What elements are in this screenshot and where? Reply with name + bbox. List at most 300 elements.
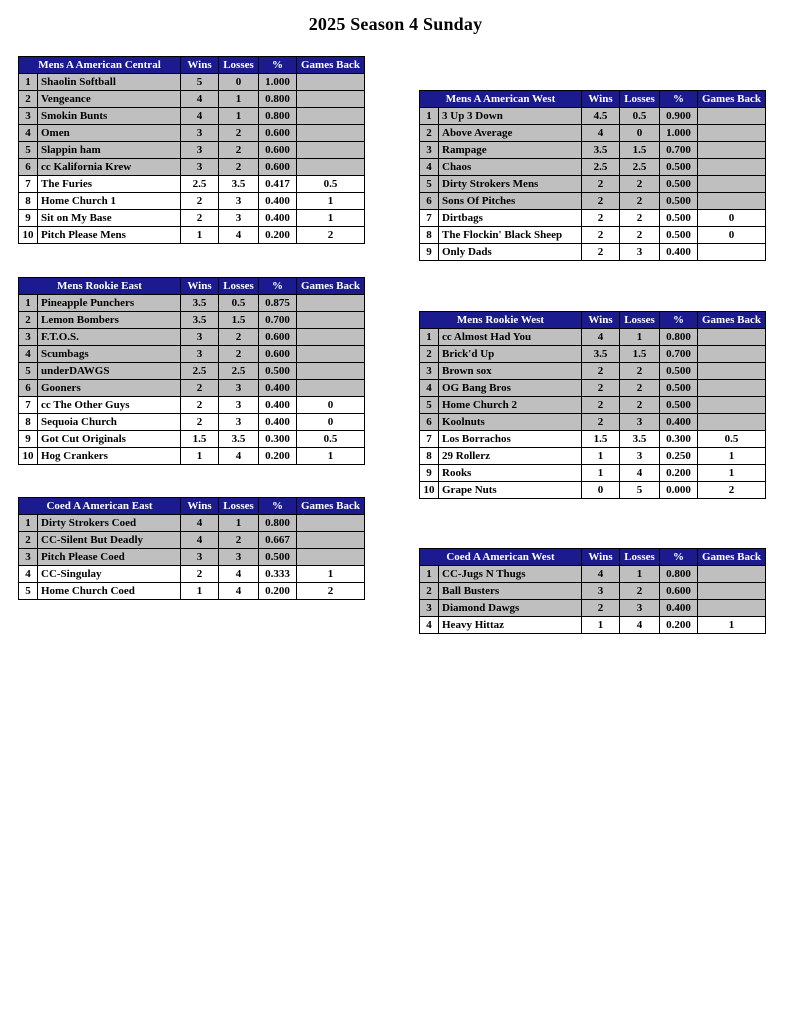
pct-cell: 0.400 (259, 193, 297, 210)
losses-cell: 2 (219, 125, 259, 142)
wins-cell: 4.5 (582, 108, 620, 125)
wins-cell: 2 (582, 193, 620, 210)
pct-cell: 0.400 (660, 600, 698, 617)
losses-cell: 2 (219, 329, 259, 346)
wins-cell: 2 (582, 414, 620, 431)
team-cell: Got Cut Originals (38, 431, 181, 448)
rank-cell: 4 (420, 159, 439, 176)
table-row (420, 159, 766, 176)
gb-cell: 0 (297, 414, 365, 431)
gb-cell (297, 329, 365, 346)
table-title: Coed A American East (19, 498, 181, 515)
losses-cell: 0.5 (620, 108, 660, 125)
rank-cell: 2 (19, 532, 38, 549)
team-cell: Smokin Bunts (38, 108, 181, 125)
pct-cell: 0.800 (660, 566, 698, 583)
team-cell: Gooners (38, 380, 181, 397)
gb-cell (297, 549, 365, 566)
gb-cell (698, 346, 766, 363)
team-cell: Heavy Hittaz (439, 617, 582, 634)
team-cell: Diamond Dawgs (439, 600, 582, 617)
rank-cell: 1 (420, 108, 439, 125)
wins-cell: 1 (582, 465, 620, 482)
team-cell: Lemon Bombers (38, 312, 181, 329)
wins-cell: 2 (582, 600, 620, 617)
pct-cell: 0.400 (259, 414, 297, 431)
pct-cell: 0.900 (660, 108, 698, 125)
rank-cell: 3 (19, 549, 38, 566)
column-header: Wins (181, 278, 219, 295)
pct-cell: 0.500 (660, 193, 698, 210)
pct-cell: 0.500 (660, 380, 698, 397)
table-row (19, 125, 365, 142)
gb-cell (698, 566, 766, 583)
rank-cell: 1 (420, 329, 439, 346)
team-cell: Grape Nuts (439, 482, 582, 499)
pct-cell: 0.700 (660, 142, 698, 159)
team-cell: 3 Up 3 Down (439, 108, 582, 125)
rank-cell: 3 (19, 108, 38, 125)
team-cell: Rooks (439, 465, 582, 482)
table-row (19, 329, 365, 346)
pct-cell: 0.400 (259, 397, 297, 414)
team-cell: Slappin ham (38, 142, 181, 159)
wins-cell: 0 (582, 482, 620, 499)
team-cell: Vengeance (38, 91, 181, 108)
team-cell: underDAWGS (38, 363, 181, 380)
rank-cell: 5 (420, 176, 439, 193)
pct-cell: 1.000 (259, 74, 297, 91)
rank-cell: 7 (420, 431, 439, 448)
standings-table (419, 311, 766, 499)
wins-cell: 5 (181, 74, 219, 91)
gb-cell: 2 (698, 482, 766, 499)
table-title: Coed A American West (420, 549, 582, 566)
wins-cell: 2 (181, 414, 219, 431)
pct-cell: 0.400 (660, 244, 698, 261)
column-header: % (660, 549, 698, 566)
table-row (420, 397, 766, 414)
table-row (420, 583, 766, 600)
wins-cell: 2 (582, 210, 620, 227)
gb-cell (297, 346, 365, 363)
wins-cell: 1 (582, 448, 620, 465)
team-cell: Rampage (439, 142, 582, 159)
team-cell: Pitch Please Coed (38, 549, 181, 566)
pct-cell: 0.200 (259, 583, 297, 600)
column-header: Games Back (698, 312, 766, 329)
wins-cell: 3 (582, 583, 620, 600)
wins-cell: 2 (582, 380, 620, 397)
team-cell: CC-Singulay (38, 566, 181, 583)
gb-cell (698, 380, 766, 397)
column-header: % (259, 498, 297, 515)
gb-cell (698, 414, 766, 431)
table-row (19, 176, 365, 193)
table-row (420, 465, 766, 482)
rank-cell: 5 (19, 583, 38, 600)
losses-cell: 2 (620, 210, 660, 227)
header-row (420, 91, 766, 108)
gb-cell: 1 (297, 193, 365, 210)
table-row (420, 210, 766, 227)
table-row (420, 482, 766, 499)
table-row (420, 108, 766, 125)
table-row (19, 227, 365, 244)
rank-cell: 5 (19, 363, 38, 380)
losses-cell: 4 (620, 617, 660, 634)
team-cell: Sons Of Pitches (439, 193, 582, 210)
rank-cell: 6 (420, 414, 439, 431)
losses-cell: 4 (219, 566, 259, 583)
gb-cell (297, 363, 365, 380)
team-cell: The Flockin' Black Sheep (439, 227, 582, 244)
team-cell: Brick'd Up (439, 346, 582, 363)
pct-cell: 0.200 (259, 227, 297, 244)
table-row (19, 515, 365, 532)
gb-cell: 0 (297, 397, 365, 414)
gb-cell (297, 515, 365, 532)
pct-cell: 0.600 (259, 159, 297, 176)
pct-cell: 0.600 (259, 346, 297, 363)
losses-cell: 4 (620, 465, 660, 482)
team-cell: Hog Crankers (38, 448, 181, 465)
wins-cell: 3.5 (181, 295, 219, 312)
column-header: % (660, 91, 698, 108)
team-cell: Above Average (439, 125, 582, 142)
rank-cell: 2 (420, 125, 439, 142)
rank-cell: 3 (420, 363, 439, 380)
page-title: 2025 Season 4 Sunday (308, 14, 483, 34)
column-header: Wins (582, 549, 620, 566)
table-title: Mens A American Central (19, 57, 181, 74)
team-cell: Home Church 2 (439, 397, 582, 414)
team-cell: Pineapple Punchers (38, 295, 181, 312)
pct-cell: 0.600 (660, 583, 698, 600)
losses-cell: 1.5 (620, 346, 660, 363)
pct-cell: 0.500 (660, 210, 698, 227)
wins-cell: 2.5 (582, 159, 620, 176)
losses-cell: 2 (620, 227, 660, 244)
rank-cell: 7 (420, 210, 439, 227)
column-header: Wins (582, 312, 620, 329)
losses-cell: 2 (219, 532, 259, 549)
column-header: Losses (219, 498, 259, 515)
losses-cell: 1.5 (219, 312, 259, 329)
gb-cell (698, 142, 766, 159)
wins-cell: 2.5 (181, 176, 219, 193)
rank-cell: 5 (420, 397, 439, 414)
pct-cell: 0.300 (259, 431, 297, 448)
losses-cell: 1 (620, 329, 660, 346)
table-coed-a-american-west (419, 548, 766, 634)
losses-cell: 3 (620, 414, 660, 431)
rank-cell: 4 (19, 125, 38, 142)
header-row (420, 549, 766, 566)
team-cell: cc Almost Had You (439, 329, 582, 346)
gb-cell (297, 142, 365, 159)
wins-cell: 4 (582, 329, 620, 346)
gb-cell: 0 (698, 210, 766, 227)
pct-cell: 0.800 (259, 515, 297, 532)
losses-cell: 3.5 (620, 431, 660, 448)
pct-cell: 0.400 (660, 414, 698, 431)
wins-cell: 2 (582, 397, 620, 414)
rank-cell: 9 (19, 210, 38, 227)
gb-cell: 0.5 (297, 431, 365, 448)
rank-cell: 9 (420, 244, 439, 261)
pct-cell: 0.417 (259, 176, 297, 193)
pct-cell: 0.600 (259, 125, 297, 142)
gb-cell: 1 (297, 448, 365, 465)
table-row (420, 142, 766, 159)
wins-cell: 4 (582, 566, 620, 583)
team-cell: CC-Silent But Deadly (38, 532, 181, 549)
rank-cell: 10 (19, 448, 38, 465)
losses-cell: 2 (620, 193, 660, 210)
losses-cell: 3 (219, 210, 259, 227)
gb-cell (698, 125, 766, 142)
rank-cell: 6 (19, 159, 38, 176)
losses-cell: 3 (219, 397, 259, 414)
losses-cell: 2.5 (219, 363, 259, 380)
losses-cell: 0 (219, 74, 259, 91)
column-header: Games Back (297, 498, 365, 515)
wins-cell: 4 (181, 532, 219, 549)
table-row (420, 125, 766, 142)
column-header: Losses (620, 312, 660, 329)
gb-cell (698, 363, 766, 380)
gb-cell: 1 (698, 465, 766, 482)
wins-cell: 3 (181, 142, 219, 159)
pct-cell: 0.500 (259, 363, 297, 380)
rank-cell: 9 (420, 465, 439, 482)
rank-cell: 3 (19, 329, 38, 346)
pct-cell: 0.250 (660, 448, 698, 465)
wins-cell: 2.5 (181, 363, 219, 380)
gb-cell (698, 600, 766, 617)
wins-cell: 1.5 (181, 431, 219, 448)
losses-cell: 2 (620, 380, 660, 397)
gb-cell: 0.5 (297, 176, 365, 193)
wins-cell: 3 (181, 125, 219, 142)
column-header: Wins (582, 91, 620, 108)
table-row (19, 380, 365, 397)
team-cell: Only Dads (439, 244, 582, 261)
losses-cell: 3 (620, 600, 660, 617)
table-title: Mens A American West (420, 91, 582, 108)
table-row (420, 617, 766, 634)
table-row (19, 549, 365, 566)
wins-cell: 2 (582, 363, 620, 380)
team-cell: Ball Busters (439, 583, 582, 600)
standings-table (18, 497, 365, 600)
gb-cell (297, 312, 365, 329)
wins-cell: 3 (181, 549, 219, 566)
rank-cell: 2 (19, 312, 38, 329)
table-title: Mens Rookie East (19, 278, 181, 295)
table-row (19, 583, 365, 600)
team-cell: F.T.O.S. (38, 329, 181, 346)
losses-cell: 1 (219, 91, 259, 108)
table-row (19, 532, 365, 549)
team-cell: Brown sox (439, 363, 582, 380)
pct-cell: 0.200 (259, 448, 297, 465)
wins-cell: 4 (181, 515, 219, 532)
team-cell: Pitch Please Mens (38, 227, 181, 244)
team-cell: Dirty Strokers Coed (38, 515, 181, 532)
gb-cell (698, 244, 766, 261)
table-row (420, 193, 766, 210)
rank-cell: 4 (420, 380, 439, 397)
table-row (19, 91, 365, 108)
column-header: % (259, 57, 297, 74)
rank-cell: 3 (420, 142, 439, 159)
team-cell: CC-Jugs N Thugs (439, 566, 582, 583)
losses-cell: 4 (219, 583, 259, 600)
losses-cell: 3 (620, 448, 660, 465)
wins-cell: 1.5 (582, 431, 620, 448)
column-header: Games Back (297, 278, 365, 295)
table-mens-a-american-central (18, 56, 365, 244)
losses-cell: 2 (219, 346, 259, 363)
table-row (420, 227, 766, 244)
gb-cell (698, 108, 766, 125)
table-row (420, 566, 766, 583)
column-header: Wins (181, 498, 219, 515)
pct-cell: 0.500 (660, 227, 698, 244)
wins-cell: 2 (582, 244, 620, 261)
pct-cell: 0.800 (259, 91, 297, 108)
table-row (420, 363, 766, 380)
table-row (19, 193, 365, 210)
losses-cell: 2.5 (620, 159, 660, 176)
gb-cell: 1 (698, 617, 766, 634)
table-row (19, 346, 365, 363)
standings-table (419, 548, 766, 634)
pct-cell: 0.800 (660, 329, 698, 346)
losses-cell: 2 (219, 142, 259, 159)
pct-cell: 0.500 (660, 397, 698, 414)
losses-cell: 4 (219, 448, 259, 465)
table-row (19, 108, 365, 125)
gb-cell (698, 329, 766, 346)
team-cell: Sequoia Church (38, 414, 181, 431)
losses-cell: 3 (620, 244, 660, 261)
rank-cell: 4 (19, 346, 38, 363)
table-row (19, 142, 365, 159)
rank-cell: 8 (19, 193, 38, 210)
pct-cell: 0.875 (259, 295, 297, 312)
pct-cell: 0.500 (660, 159, 698, 176)
table-row (420, 346, 766, 363)
table-row (19, 312, 365, 329)
gb-cell: 1 (297, 210, 365, 227)
table-row (420, 329, 766, 346)
pct-cell: 0.200 (660, 465, 698, 482)
table-row (19, 74, 365, 91)
team-cell: 29 Rollerz (439, 448, 582, 465)
rank-cell: 3 (420, 600, 439, 617)
pct-cell: 1.000 (660, 125, 698, 142)
rank-cell: 9 (19, 431, 38, 448)
wins-cell: 2 (181, 380, 219, 397)
gb-cell (698, 193, 766, 210)
rank-cell: 8 (19, 414, 38, 431)
wins-cell: 1 (582, 617, 620, 634)
pct-cell: 0.400 (259, 380, 297, 397)
losses-cell: 4 (219, 227, 259, 244)
header-row (19, 498, 365, 515)
header-row (19, 57, 365, 74)
team-cell: OG Bang Bros (439, 380, 582, 397)
gb-cell (698, 159, 766, 176)
gb-cell: 2 (297, 227, 365, 244)
pct-cell: 0.500 (259, 549, 297, 566)
column-header: Losses (219, 278, 259, 295)
table-row (420, 431, 766, 448)
wins-cell: 1 (181, 583, 219, 600)
wins-cell: 2 (582, 227, 620, 244)
table-row (19, 363, 365, 380)
team-cell: Sit on My Base (38, 210, 181, 227)
rank-cell: 4 (420, 617, 439, 634)
team-cell: cc The Other Guys (38, 397, 181, 414)
team-cell: cc Kalifornia Krew (38, 159, 181, 176)
table-row (19, 159, 365, 176)
team-cell: Chaos (439, 159, 582, 176)
table-row (19, 448, 365, 465)
column-header: Games Back (698, 549, 766, 566)
team-cell: Koolnuts (439, 414, 582, 431)
gb-cell (698, 176, 766, 193)
losses-cell: 3 (219, 193, 259, 210)
losses-cell: 2 (620, 176, 660, 193)
pct-cell: 0.700 (660, 346, 698, 363)
table-mens-rookie-west (419, 311, 766, 499)
pct-cell: 0.600 (259, 329, 297, 346)
gb-cell (297, 125, 365, 142)
rank-cell: 2 (420, 583, 439, 600)
table-row (19, 566, 365, 583)
team-cell: Scumbags (38, 346, 181, 363)
table-row (420, 176, 766, 193)
wins-cell: 4 (181, 91, 219, 108)
losses-cell: 3 (219, 414, 259, 431)
standings-table (18, 277, 365, 465)
losses-cell: 5 (620, 482, 660, 499)
table-row (19, 397, 365, 414)
gb-cell: 1 (698, 448, 766, 465)
rank-cell: 10 (19, 227, 38, 244)
table-row (420, 600, 766, 617)
wins-cell: 2 (181, 193, 219, 210)
rank-cell: 4 (19, 566, 38, 583)
table-title: Mens Rookie West (420, 312, 582, 329)
rank-cell: 6 (19, 380, 38, 397)
gb-cell (297, 295, 365, 312)
table-mens-rookie-east (18, 277, 365, 465)
column-header: Wins (181, 57, 219, 74)
gb-cell (698, 583, 766, 600)
wins-cell: 2 (582, 176, 620, 193)
pct-cell: 0.600 (259, 142, 297, 159)
wins-cell: 2 (181, 566, 219, 583)
losses-cell: 3.5 (219, 176, 259, 193)
losses-cell: 3 (219, 380, 259, 397)
gb-cell (297, 74, 365, 91)
losses-cell: 2 (620, 397, 660, 414)
